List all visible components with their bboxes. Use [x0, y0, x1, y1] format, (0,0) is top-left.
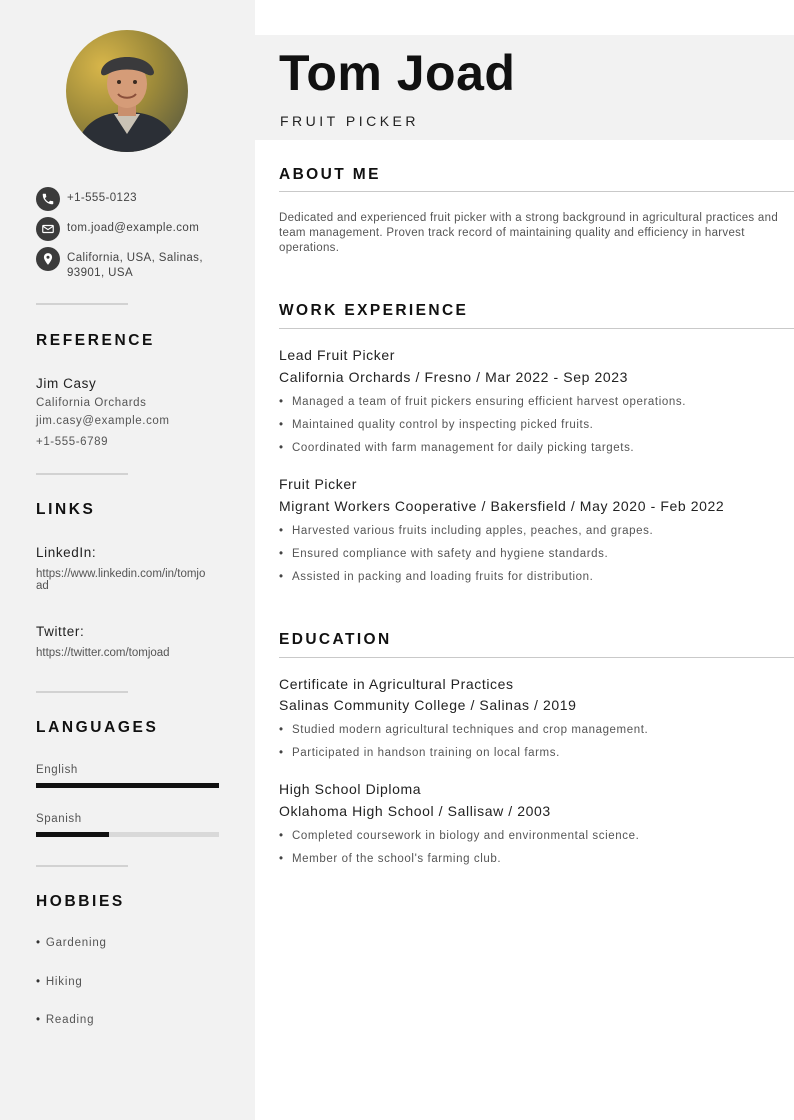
language-level-bar [36, 783, 219, 788]
sidebar-divider [36, 473, 128, 475]
hobbies-heading: HOBBIES [36, 893, 125, 910]
twitter-url[interactable]: https://twitter.com/tomjoad [36, 647, 170, 659]
address-line1: California, USA, Salinas, [67, 252, 203, 264]
job-details: California Orchards / Fresno / Mar 2022 - Sep 2023 [279, 369, 629, 385]
bullet-text: Participated in handson training on local farms. [292, 747, 560, 759]
section-rule [279, 191, 794, 192]
reference-phone: +1-555-6789 [36, 436, 109, 448]
profile-title: FRUIT PICKER [280, 113, 419, 129]
twitter-label: Twitter: [36, 624, 85, 639]
language-level-fill [36, 783, 219, 788]
language-name: Spanish [36, 813, 82, 825]
address-text [67, 251, 232, 281]
edu-bullet [279, 724, 648, 736]
sidebar [0, 0, 255, 1120]
bullet-text: Harvested various fruits including apples, peaches, and grapes. [292, 525, 654, 537]
job-bullet [279, 396, 686, 408]
edu-bullet [279, 853, 501, 865]
hobby-label: Hiking [45, 976, 83, 988]
bullet-icon: • [36, 1014, 41, 1026]
section-rule [279, 328, 794, 329]
bullet-text: Studied modern agricultural techniques and crop management. [292, 724, 649, 736]
reference-company: California Orchards [36, 397, 147, 409]
sidebar-divider [36, 691, 128, 693]
bullet-text: Assisted in packing and loading fruits for distribution. [292, 571, 594, 583]
hobby-item [36, 937, 107, 949]
languages-heading: LANGUAGES [36, 719, 159, 736]
section-rule [279, 657, 794, 658]
sidebar-divider [36, 303, 128, 305]
bullet-text: Member of the school's farming club. [292, 853, 502, 865]
work-heading: WORK EXPERIENCE [279, 302, 469, 319]
hobby-label: Gardening [45, 937, 107, 949]
bullet-icon: • [279, 747, 284, 759]
bullet-icon: • [279, 548, 284, 560]
bullet-text: Managed a team of fruit pickers ensuring efficient harvest operations. [292, 396, 687, 408]
avatar-portrait-icon [66, 30, 188, 152]
reference-name: Jim Casy [36, 376, 97, 391]
profile-name: Tom Joad [279, 45, 516, 101]
about-heading: ABOUT ME [279, 166, 381, 183]
sidebar-divider [36, 865, 128, 867]
bullet-icon: • [36, 937, 41, 949]
bullet-text: Completed coursework in biology and environmental science. [292, 830, 640, 842]
edu-details: Salinas Community College / Salinas / 2019 [279, 697, 577, 713]
edu-bullet [279, 747, 560, 759]
linkedin-url[interactable] [36, 568, 205, 592]
job-bullet [279, 419, 593, 431]
about-text: Dedicated and experienced fruit picker with a strong background in agricultural practices and team management. Proven track record of maintaining quality and efficiency in harvest operations. [279, 212, 779, 254]
language-name: English [36, 764, 78, 776]
bullet-icon: • [279, 853, 284, 865]
email-icon [36, 217, 60, 241]
job-bullet [279, 548, 608, 560]
bullet-text: Ensured compliance with safety and hygiene standards. [292, 548, 609, 560]
job-role: Fruit Picker [279, 476, 357, 492]
bullet-icon: • [279, 830, 284, 842]
hobby-item [36, 976, 83, 988]
hobby-label: Reading [45, 1014, 95, 1026]
avatar [66, 30, 188, 152]
bullet-icon: • [279, 419, 284, 431]
links-heading: LINKS [36, 501, 96, 518]
bullet-icon: • [36, 976, 41, 988]
hobby-item [36, 1014, 94, 1026]
bullet-icon: • [279, 724, 284, 736]
job-bullet [279, 525, 653, 537]
linkedin-url-line2: ad [36, 580, 49, 592]
edu-details: Oklahoma High School / Sallisaw / 2003 [279, 803, 551, 819]
linkedin-url-line1: https://www.linkedin.com/in/tomjo [36, 568, 206, 580]
bullet-icon: • [279, 525, 284, 537]
bullet-text: Coordinated with farm management for daily picking targets. [292, 442, 635, 454]
edu-degree: High School Diploma [279, 781, 422, 797]
edu-bullet [279, 830, 639, 842]
edu-degree: Certificate in Agricultural Practices [279, 676, 514, 692]
phone-text: +1-555-0123 [67, 192, 137, 204]
education-heading: EDUCATION [279, 631, 392, 648]
bullet-icon: • [279, 396, 284, 408]
language-level-bar [36, 832, 219, 837]
address-line2: 93901, USA [67, 267, 134, 279]
job-details: Migrant Workers Cooperative / Bakersfield / May 2020 - Feb 2022 [279, 498, 725, 514]
phone-icon [36, 187, 60, 211]
email-text[interactable]: tom.joad@example.com [67, 222, 200, 234]
job-bullet [279, 442, 634, 454]
language-level-fill [36, 832, 109, 837]
bullet-icon: • [279, 442, 284, 454]
bullet-icon: • [279, 571, 284, 583]
reference-email[interactable]: jim.casy@example.com [36, 415, 170, 427]
bullet-text: Maintained quality control by inspecting picked fruits. [292, 419, 594, 431]
location-icon [36, 247, 60, 271]
linkedin-label: LinkedIn: [36, 545, 97, 560]
job-bullet [279, 571, 593, 583]
job-role: Lead Fruit Picker [279, 347, 396, 363]
reference-heading: REFERENCE [36, 332, 155, 349]
